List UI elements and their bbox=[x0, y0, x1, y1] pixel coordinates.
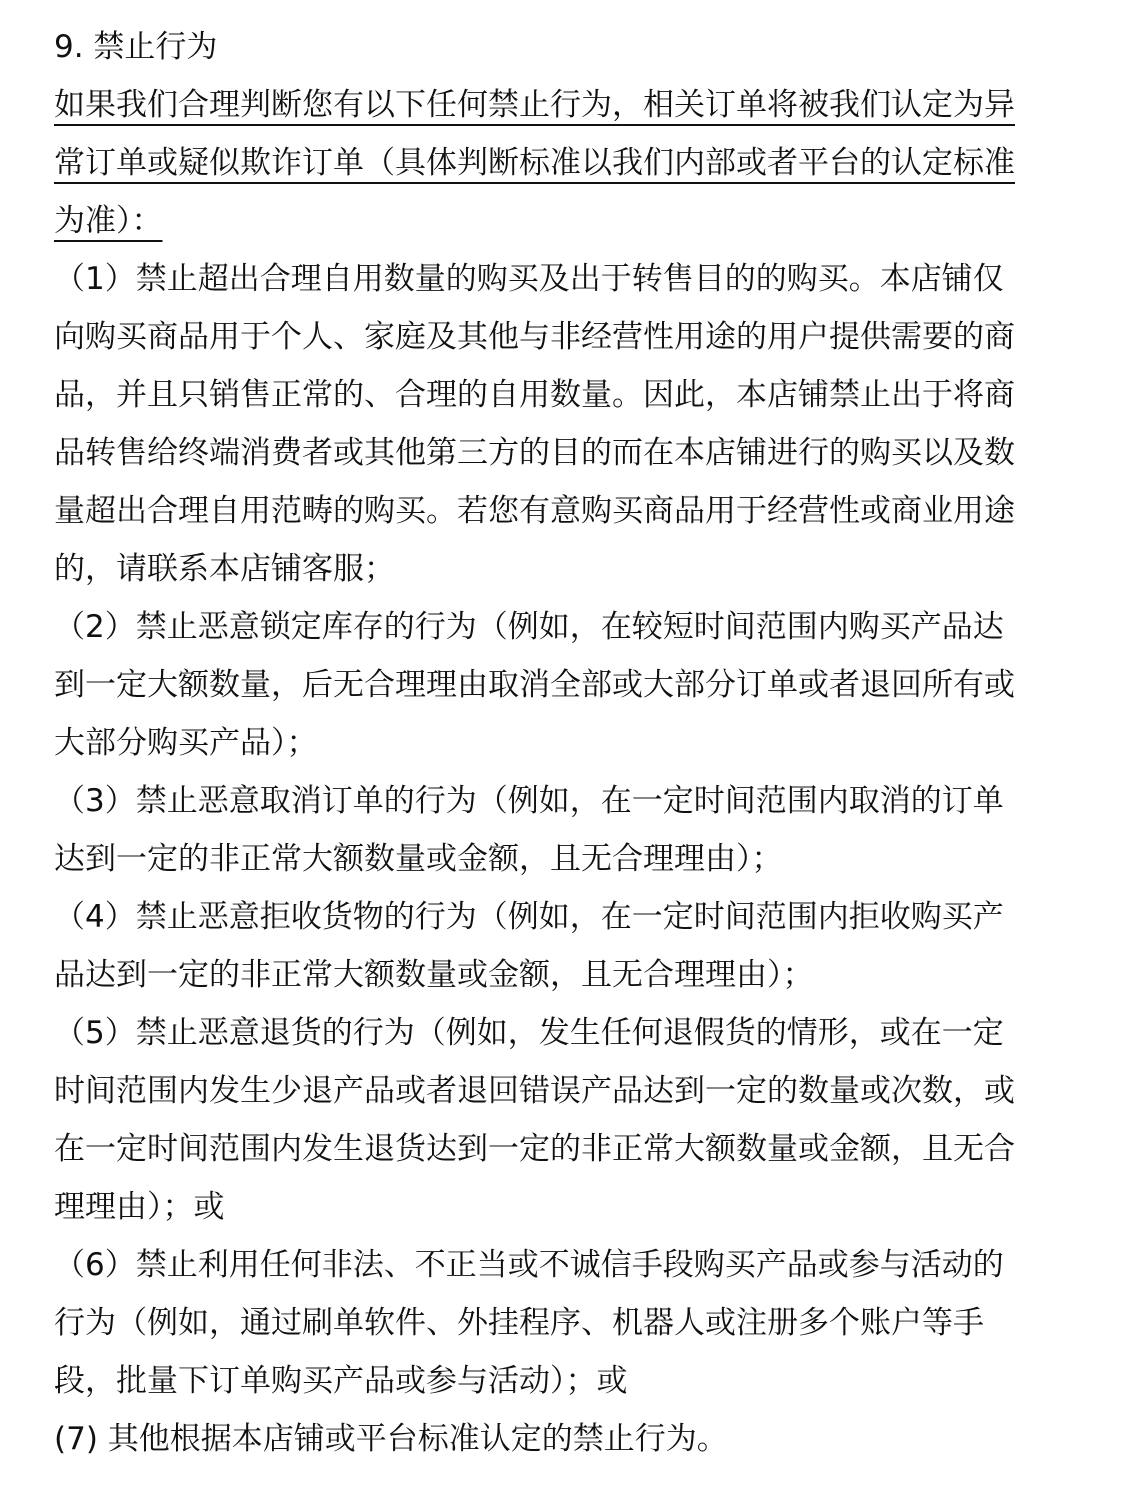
intro-line: 常订单或疑似欺诈订单（具体判断标准以我们内部或者平台的认定标准 bbox=[54, 145, 1015, 181]
rule-line: 大部分购买产品）； bbox=[54, 725, 318, 761]
rule-line: 时间范围内发生少退产品或者退回错误产品达到一定的数量或次数，或 bbox=[54, 1073, 1015, 1109]
rule-line: 行为（例如，通过刷单软件、外挂程序、机器人或注册多个账户等手 bbox=[54, 1305, 984, 1341]
rule-item-6 bbox=[54, 1236, 1070, 1410]
rule-item-4 bbox=[54, 888, 1070, 1004]
rule-line: 理理由）；或 bbox=[54, 1189, 225, 1225]
rule-line: （1）禁止超出合理自用数量的购买及出于转售目的的购买。本店铺仅 bbox=[54, 261, 1004, 297]
intro-line: 为准）： bbox=[54, 203, 163, 239]
rule-line: 的，请联系本店铺客服； bbox=[54, 551, 395, 587]
document-body bbox=[54, 18, 1070, 1468]
rule-line: 品，并且只销售正常的、合理的自用数量。因此，本店铺禁止出于将商 bbox=[54, 377, 1015, 413]
rule-line: （4）禁止恶意拒收货物的行为（例如，在一定时间范围内拒收购买产 bbox=[54, 899, 1004, 935]
rule-line: 在一定时间范围内发生退货达到一定的非正常大额数量或金额，且无合 bbox=[54, 1131, 1015, 1167]
intro-paragraph bbox=[54, 76, 1070, 250]
rule-line: 到一定大额数量，后无合理理由取消全部或大部分订单或者退回所有或 bbox=[54, 667, 1015, 703]
rule-line: 达到一定的非正常大额数量或金额，且无合理理由）； bbox=[54, 841, 783, 877]
rule-item-3 bbox=[54, 772, 1070, 888]
rule-line: （6）禁止利用任何非法、不正当或不诚信手段购买产品或参与活动的 bbox=[54, 1247, 1004, 1283]
rule-line: 段，批量下订单购买产品或参与活动）；或 bbox=[54, 1363, 628, 1399]
rule-line: （3）禁止恶意取消订单的行为（例如，在一定时间范围内取消的订单 bbox=[54, 783, 1004, 819]
rule-line: （5）禁止恶意退货的行为（例如，发生任何退假货的情形，或在一定 bbox=[54, 1015, 1004, 1051]
rule-item-1 bbox=[54, 250, 1070, 598]
rule-line: (7) 其他根据本店铺或平台标准认定的禁止行为。 bbox=[54, 1421, 728, 1457]
rule-line: 品转售给终端消费者或其他第三方的目的而在本店铺进行的购买以及数 bbox=[54, 435, 1015, 471]
rule-item-7 bbox=[54, 1410, 1070, 1468]
rule-line: （2）禁止恶意锁定库存的行为（例如，在较短时间范围内购买产品达 bbox=[54, 609, 1004, 645]
rule-line: 品达到一定的非正常大额数量或金额，且无合理理由）； bbox=[54, 957, 814, 993]
rule-item-5 bbox=[54, 1004, 1070, 1236]
rule-line: 量超出合理自用范畴的购买。若您有意购买商品用于经营性或商业用途 bbox=[54, 493, 1015, 529]
section-heading: 9. 禁止行为 bbox=[54, 29, 218, 65]
rule-line: 向购买商品用于个人、家庭及其他与非经营性用途的用户提供需要的商 bbox=[54, 319, 1015, 355]
intro-line: 如果我们合理判断您有以下任何禁止行为，相关订单将被我们认定为异 bbox=[54, 87, 1015, 123]
rule-item-2 bbox=[54, 598, 1070, 772]
